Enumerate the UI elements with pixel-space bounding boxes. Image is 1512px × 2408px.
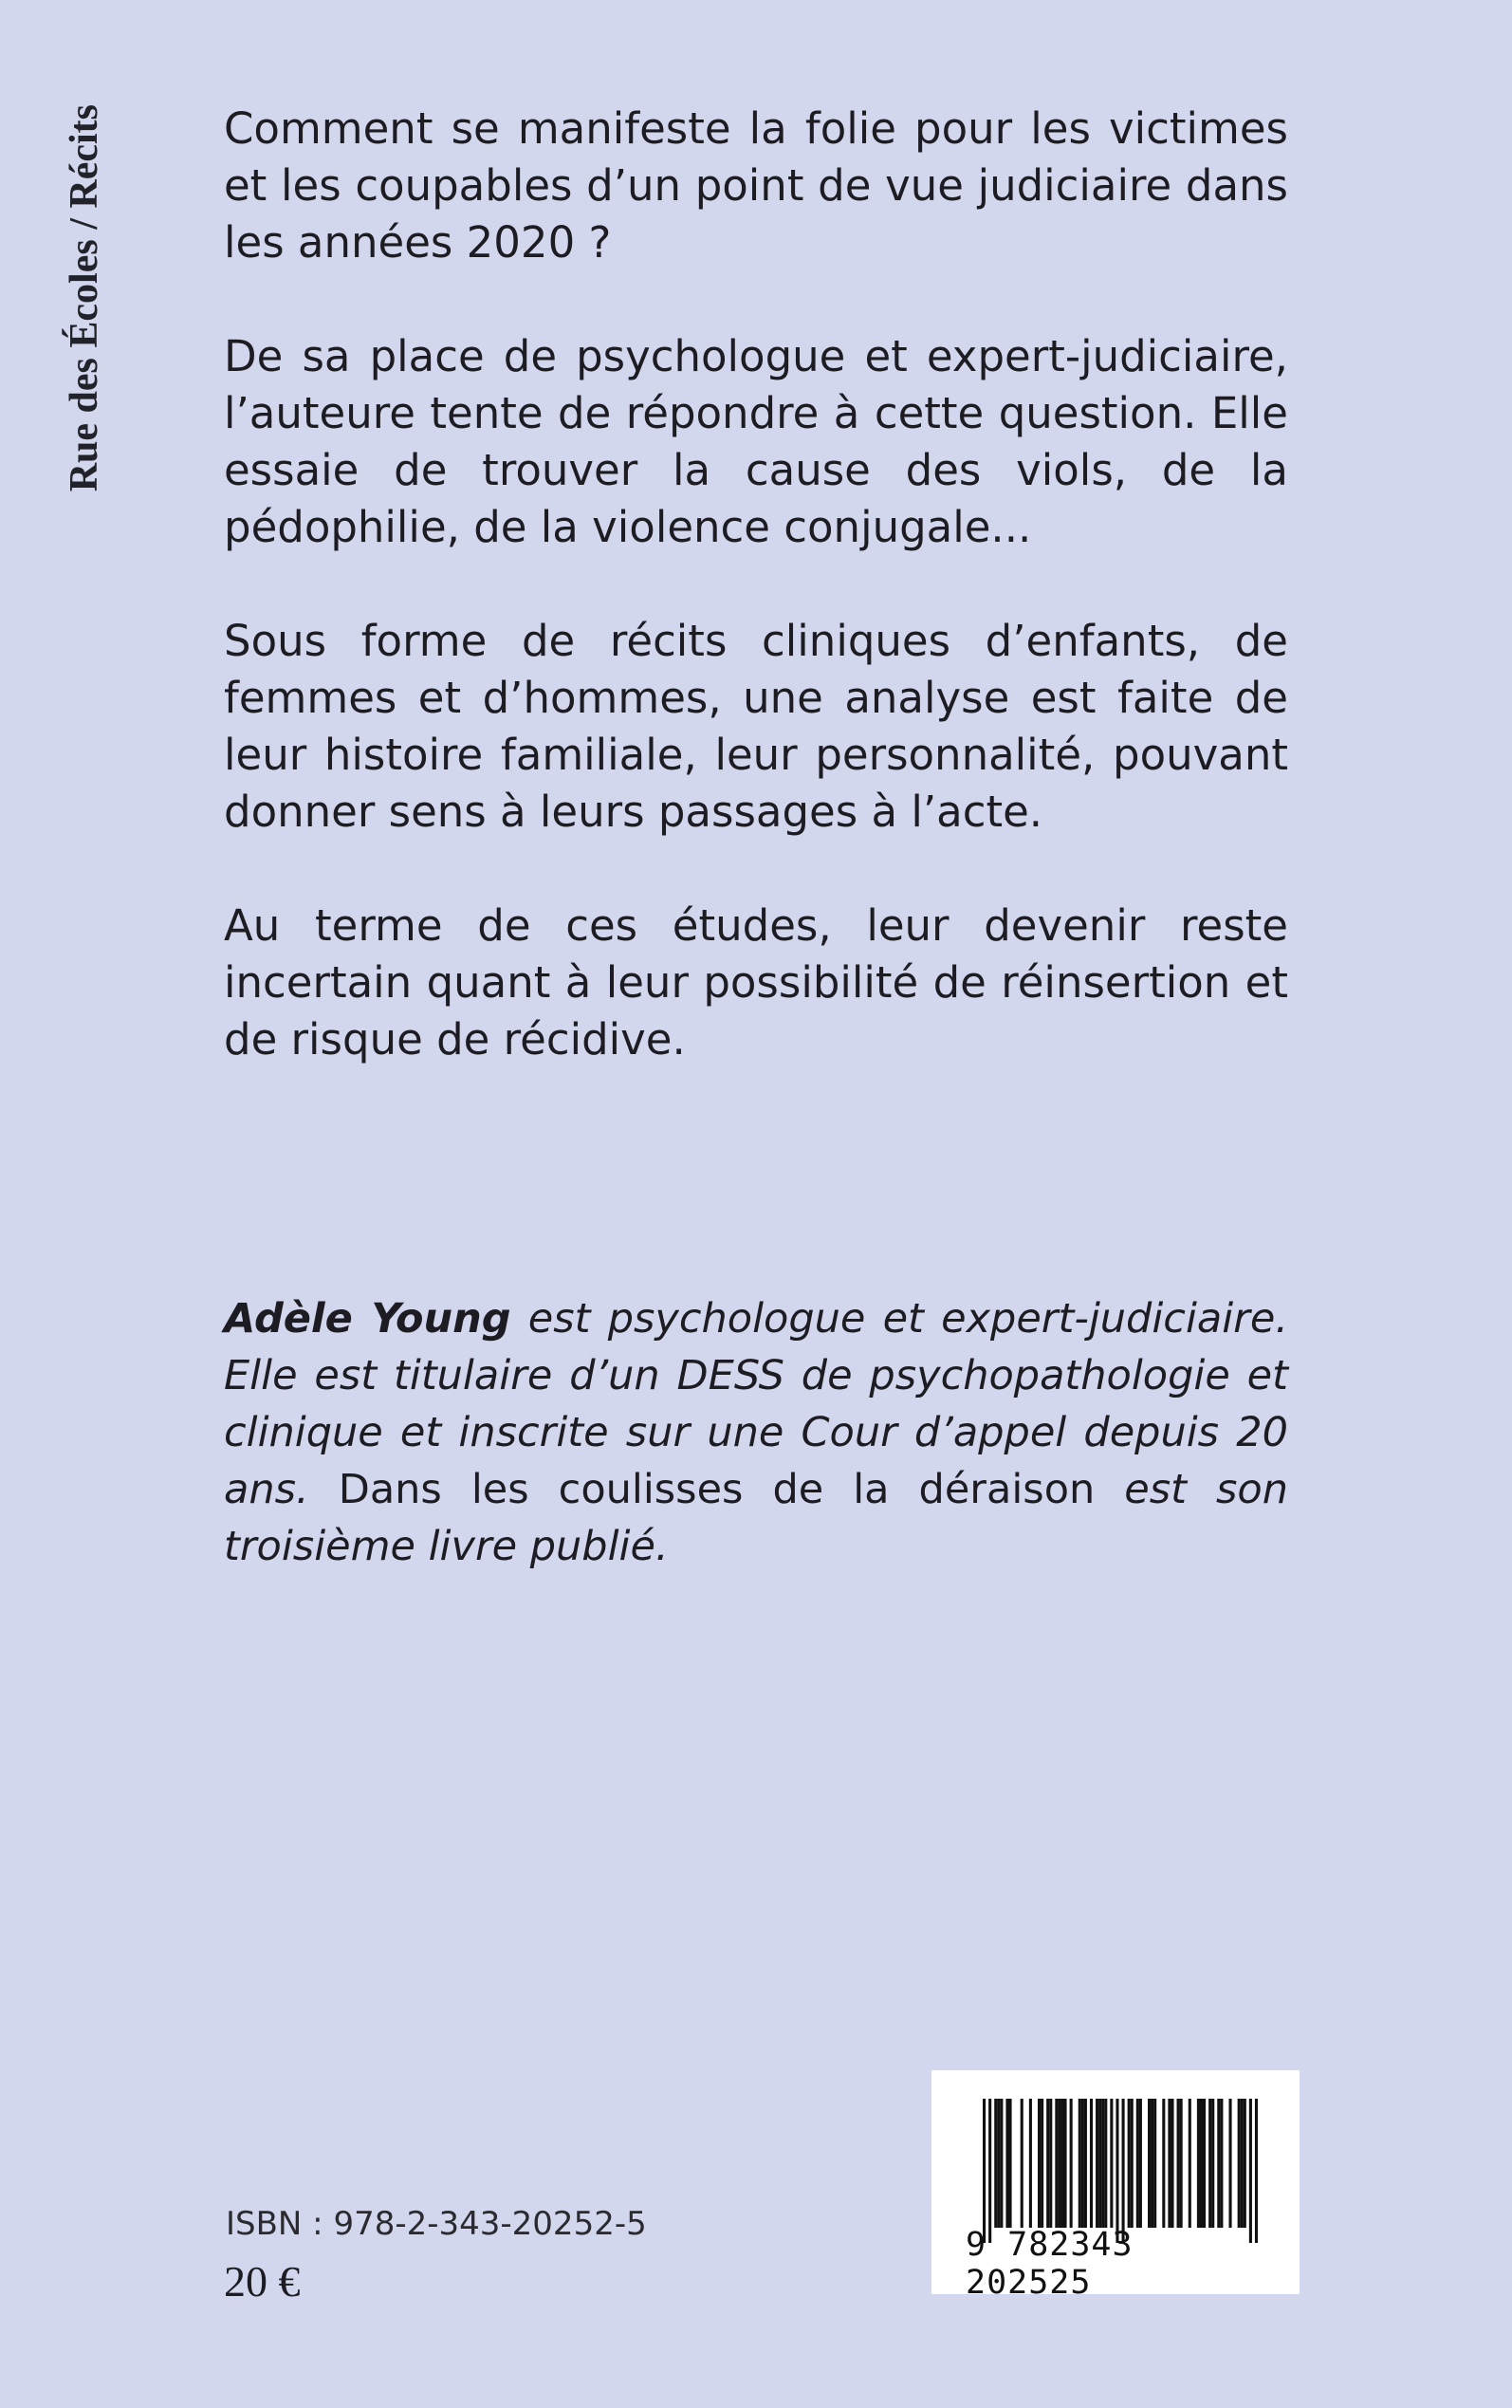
series-title: Rue des Écoles / Récits xyxy=(63,104,106,492)
barcode-bar xyxy=(1058,2099,1060,2228)
barcode-bar xyxy=(1197,2099,1200,2228)
book-title: Dans les coulisses de la déraison xyxy=(308,1466,1125,1513)
barcode-bar xyxy=(1171,2099,1173,2228)
barcode-bar xyxy=(1241,2099,1244,2228)
barcode-bar xyxy=(1139,2099,1142,2228)
barcode xyxy=(931,2070,1300,2302)
barcode-bar xyxy=(1168,2099,1171,2228)
barcode-bar xyxy=(1090,2099,1093,2228)
barcode-bar xyxy=(1029,2099,1032,2228)
barcode-bar xyxy=(1128,2099,1131,2228)
blurb-paragraph-1: Comment se manifeste la folie pour les victimes et les coupables d’un point de vue judiciaire dans les années 2020 ? xyxy=(224,103,1288,268)
author-bio xyxy=(224,1290,1288,1575)
barcode-bars xyxy=(983,2099,1258,2243)
barcode-bar xyxy=(1153,2099,1156,2228)
barcode-bar xyxy=(1055,2099,1058,2228)
barcode-bar xyxy=(1060,2099,1063,2228)
barcode-bar xyxy=(1041,2099,1043,2228)
barcode-bar xyxy=(1070,2099,1073,2228)
author-name: Adèle Young xyxy=(224,1295,511,1343)
barcode-bar xyxy=(1000,2099,1003,2228)
blurb-paragraph-4: Au terme de ces études, leur devenir reste incertain quant à leur possibilité de réinsertion et de risque de récidive. xyxy=(224,900,1288,1065)
barcode-bar xyxy=(1220,2099,1223,2228)
barcode-bar xyxy=(1217,2099,1220,2228)
barcode-bar xyxy=(1008,2099,1011,2228)
barcode-bar xyxy=(1244,2099,1246,2228)
barcode-bar xyxy=(1063,2099,1066,2228)
author-bio-text: est psychologue et expert-judiciaire. Elle est titulaire d’un DESS de psychopathologie et clinique et inscrite sur une Cour d’appel depuis 20 ans. xyxy=(224,1295,1288,1513)
barcode-bar xyxy=(1079,2099,1081,2228)
barcode-bar xyxy=(1021,2099,1023,2228)
barcode-bar xyxy=(1177,2099,1180,2228)
barcode-bar xyxy=(1122,2099,1125,2243)
barcode-bar xyxy=(1104,2099,1107,2228)
barcode-bar xyxy=(1136,2099,1139,2228)
barcode-bar xyxy=(1203,2099,1206,2228)
barcode-bar xyxy=(1101,2099,1104,2228)
isbn: ISBN : 978-2-343-20252-5 xyxy=(226,2205,647,2243)
author-bio-closing: est son troisième livre publié. xyxy=(224,1466,1288,1570)
barcode-bar xyxy=(1081,2099,1084,2228)
barcode-bar xyxy=(1049,2099,1052,2228)
barcode-bar xyxy=(988,2099,991,2243)
price: 20 € xyxy=(224,2257,301,2306)
barcode-bar xyxy=(1131,2099,1134,2228)
blurb-paragraph-3: Sous forme de récits cliniques d’enfants, de femmes et d’hommes, une analyse est faite de leur histoire familiale, leur personnalité, pouvant donner sens à leurs passages à l’acte. xyxy=(224,616,1288,837)
barcode-bar xyxy=(1211,2099,1214,2228)
barcode-bar xyxy=(1046,2099,1049,2228)
barcode-bar xyxy=(1200,2099,1203,2228)
barcode-bar xyxy=(1162,2099,1165,2228)
barcode-bar xyxy=(1151,2099,1153,2228)
barcode-bar xyxy=(1116,2099,1118,2243)
barcode-bar xyxy=(1249,2099,1252,2243)
barcode-bar xyxy=(1005,2099,1008,2228)
barcode-bar xyxy=(1148,2099,1151,2228)
barcode-bar xyxy=(1038,2099,1041,2228)
barcode-bar xyxy=(1208,2099,1211,2228)
barcode-digits: 9 782343 202525 xyxy=(966,2226,1134,2302)
blurb-paragraph-2: De sa place de psychologue et expert-judiciaire, l’auteure tente de répondre à cette question. Elle essaie de trouver la cause des viols, de la pédophilie, de la violence conjugale... xyxy=(224,331,1288,552)
barcode-bar xyxy=(1238,2099,1241,2228)
barcode-bar xyxy=(1189,2099,1191,2228)
barcode-bar xyxy=(994,2099,997,2228)
barcode-bar xyxy=(1228,2099,1231,2228)
barcode-bar xyxy=(1084,2099,1087,2228)
barcode-bar xyxy=(1098,2099,1101,2228)
barcode-bar xyxy=(1180,2099,1183,2228)
barcode-bar xyxy=(1255,2099,1258,2243)
back-cover-blurb xyxy=(224,101,1288,1125)
barcode-bar xyxy=(997,2099,1000,2228)
barcode-bar xyxy=(1096,2099,1098,2228)
barcode-bar xyxy=(983,2099,986,2243)
spine-label xyxy=(51,104,118,579)
barcode-bar xyxy=(1110,2099,1113,2228)
